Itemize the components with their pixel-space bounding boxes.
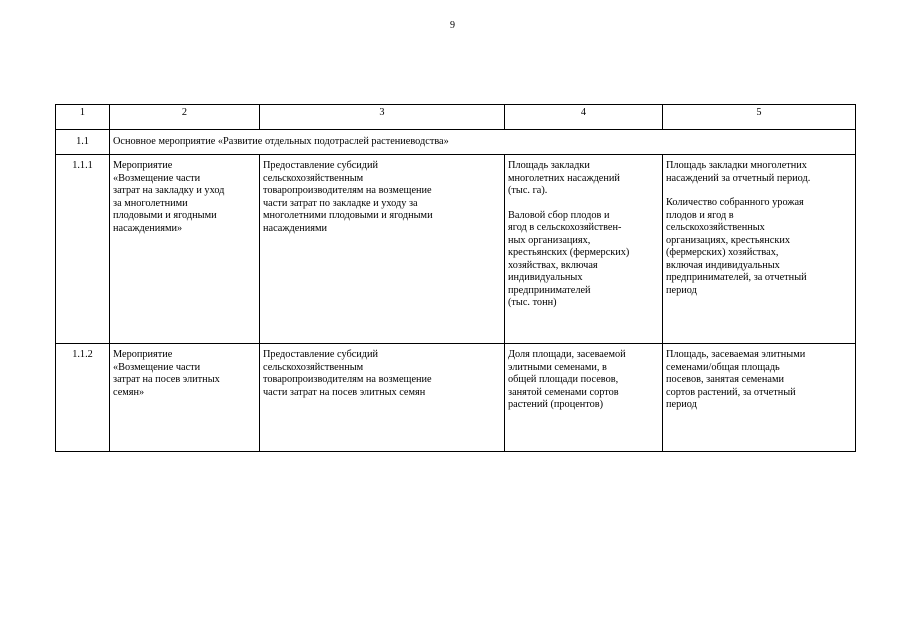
header-col-1: 1 <box>56 105 110 130</box>
table-row <box>56 155 856 344</box>
description-text: Предоставление субсидий сельскохозяйственным товаропроизводителям на возмещение части затрат по закладке и уходу за многолетними плодовыми и ягодными насаждениями <box>263 160 433 234</box>
header-col-5: 5 <box>663 105 856 130</box>
method-cell <box>663 155 856 344</box>
event-cell <box>110 344 260 452</box>
indicator-cell <box>505 155 663 344</box>
section-number: 1.1 <box>56 130 110 155</box>
section-row <box>56 130 856 155</box>
event-text: Мероприятие «Возмещение части затрат на закладку и уход за многолетними плодовыми и ягодными насаждениями» <box>113 160 225 234</box>
header-col-3: 3 <box>260 105 505 130</box>
indicator-text: Доля площади, засеваемой элитными семенами, в общей площади посевов, занятой семенами сортов растений (процентов) <box>508 349 626 410</box>
method-text: Количество собранного урожая плодов и ягод в сельскохозяйственных организациях, крестьянских (фермерских) хозяйствах, включая индивидуальных предпринимателей, за отчетный период <box>666 197 807 296</box>
indicator-text: Площадь закладки многолетних насаждений (тыс. га). <box>508 160 620 196</box>
page-number: 9 <box>450 20 455 31</box>
indicator-cell <box>505 344 663 452</box>
table-row <box>56 344 856 452</box>
description-cell <box>260 344 505 452</box>
description-text: Предоставление субсидий сельскохозяйственным товаропроизводителям на возмещение части затрат на посев элитных семян <box>263 349 432 398</box>
row-number: 1.1.1 <box>56 155 110 344</box>
section-title: Основное мероприятие «Развитие отдельных подотраслей растениеводства» <box>110 130 856 155</box>
method-cell <box>663 344 856 452</box>
row-number: 1.1.2 <box>56 344 110 452</box>
header-col-2: 2 <box>110 105 260 130</box>
measures-table <box>55 104 856 452</box>
method-text: Площадь, засеваемая элитными семенами/общая площадь посевов, занятая семенами сортов растений, за отчетный период <box>666 349 806 410</box>
indicator-text: Валовой сбор плодов и ягод в сельскохозяйствен- ных организациях, крестьянских (фермерских) хозяйствах, включая индивидуальных предпринимателей (тыс. тонн) <box>508 209 630 308</box>
event-text: Мероприятие «Возмещение части затрат на посев элитных семян» <box>113 349 220 398</box>
table-header-row <box>56 105 856 130</box>
header-col-4: 4 <box>505 105 663 130</box>
method-text: Площадь закладки многолетних насаждений за отчетный период. <box>666 160 811 184</box>
event-cell <box>110 155 260 344</box>
description-cell <box>260 155 505 344</box>
